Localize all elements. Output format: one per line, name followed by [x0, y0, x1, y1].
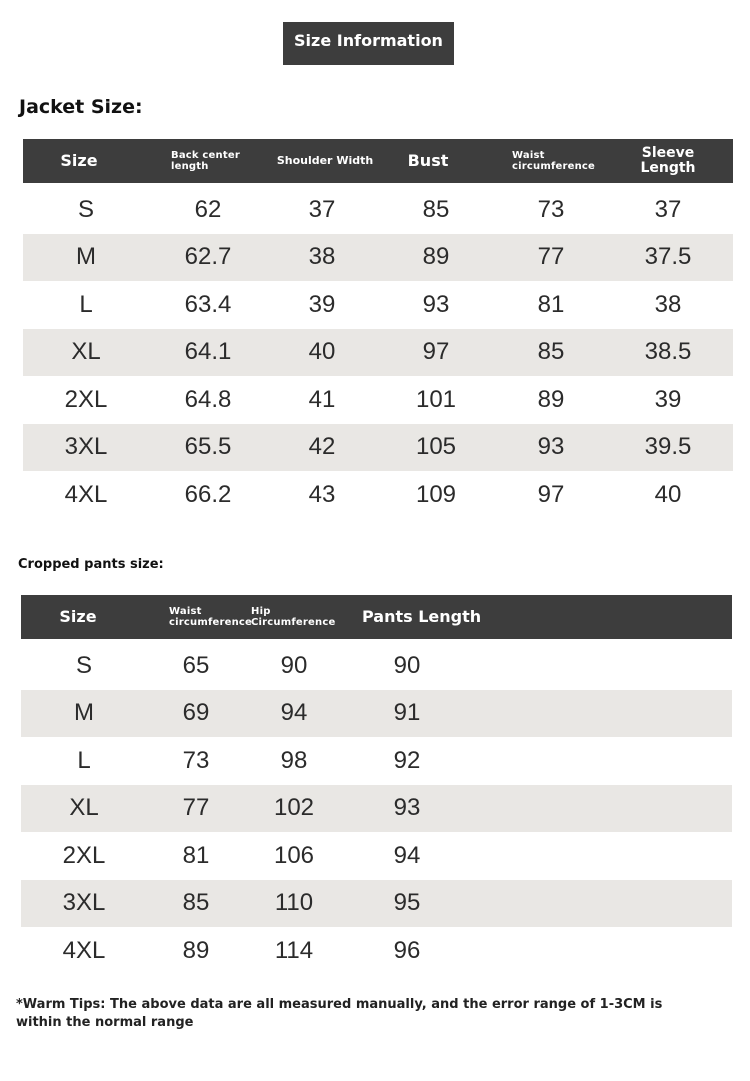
- jacket-table-cell: 40: [654, 480, 682, 508]
- jacket-table-cell: L: [79, 290, 93, 318]
- jacket-table-cell: 37.5: [644, 243, 692, 271]
- pants-table-cell: 73: [182, 746, 210, 774]
- jacket-table-cell: 77: [537, 243, 565, 271]
- pants-table-cell: 77: [182, 794, 210, 822]
- jacket-table-cell: XL: [71, 338, 101, 366]
- jacket-table-cell: 38.5: [644, 338, 692, 366]
- pants-table-cell: 110: [274, 889, 314, 917]
- pants-table-cell: 92: [393, 746, 421, 774]
- pants-table-cell: 114: [274, 936, 314, 964]
- warm-tips-note: *Warm Tips: The above data are all measured manually, and the error range of 1-3CM is within the normal range: [16, 997, 663, 1030]
- pants-table-cell: 106: [273, 841, 315, 869]
- jacket-size-table: [23, 139, 733, 519]
- pants-table-cell: 81: [182, 841, 210, 869]
- jacket-table-cell: 85: [537, 338, 565, 366]
- jacket-table-cell: 42: [308, 433, 336, 461]
- jacket-table-row: [23, 424, 733, 472]
- jacket-table-cell: 39.5: [644, 433, 692, 461]
- jacket-table-cell: 93: [537, 433, 565, 461]
- jacket-table-cell: 39: [654, 385, 682, 413]
- jacket-table-cell: 85: [422, 195, 450, 223]
- jacket-table-cell: 3XL: [64, 433, 108, 461]
- jacket-table-row: [23, 281, 733, 329]
- pants-table-row: [21, 880, 732, 928]
- jacket-table-header: [23, 139, 733, 183]
- jacket-table-cell: 62.7: [184, 243, 232, 271]
- jacket-table-cell: 38: [654, 290, 682, 318]
- pants-table-cell: 3XL: [62, 889, 106, 917]
- pants-table-row: [21, 785, 732, 833]
- jacket-table-row: [23, 234, 733, 282]
- jacket-table-cell: 41: [308, 385, 336, 413]
- pants-table-cell: S: [75, 651, 92, 679]
- jacket-table-cell: 4XL: [64, 480, 108, 508]
- jacket-table-cell: 66.2: [184, 480, 232, 508]
- jacket-table-cell: 105: [415, 433, 457, 461]
- pants-table-cell: 91: [393, 699, 421, 727]
- jacket-section-title: Jacket Size:: [19, 96, 143, 118]
- jacket-table-cell: 64.8: [184, 385, 232, 413]
- pants-table-row: [21, 832, 732, 880]
- pants-table-cell: 89: [182, 936, 210, 964]
- pants-table-cell: 102: [273, 794, 315, 822]
- pants-table-cell: M: [74, 699, 94, 727]
- jacket-table-cell: 65.5: [184, 433, 232, 461]
- pants-size-table: [21, 595, 732, 975]
- pants-table-body: [21, 642, 732, 975]
- jacket-table-cell: 109: [415, 480, 457, 508]
- pants-table-cell: 94: [280, 699, 308, 727]
- jacket-table-cell: 37: [308, 195, 336, 223]
- jacket-header-shoulder-width: Shoulder Width: [276, 153, 374, 167]
- jacket-table-cell: 89: [537, 385, 565, 413]
- pants-table-row: [21, 690, 732, 738]
- pants-header-pants-length: Pants Length: [362, 607, 482, 627]
- jacket-table-cell: 93: [422, 290, 450, 318]
- jacket-table-cell: 37: [654, 195, 682, 223]
- pants-table-cell: 94: [393, 841, 421, 869]
- pants-table-cell: 90: [393, 651, 421, 679]
- jacket-header-bust: Bust: [407, 151, 449, 171]
- pants-table-row: [21, 642, 732, 690]
- jacket-table-cell: 39: [308, 290, 336, 318]
- pants-section-title: Cropped pants size:: [18, 557, 164, 572]
- pants-table-cell: 93: [393, 794, 421, 822]
- pants-table-cell: 98: [280, 746, 308, 774]
- pants-table-cell: 96: [393, 936, 421, 964]
- jacket-table-row: [23, 376, 733, 424]
- jacket-table-cell: 38: [308, 243, 336, 271]
- jacket-table-cell: 2XL: [64, 385, 108, 413]
- pants-header-waist-circumference: Waist circumference: [169, 606, 253, 628]
- pants-table-cell: 90: [280, 651, 308, 679]
- pants-table-cell: 65: [182, 651, 210, 679]
- jacket-table-cell: 97: [537, 480, 565, 508]
- pants-table-cell: 69: [182, 699, 210, 727]
- pants-table-header: [21, 595, 732, 639]
- pants-table-cell: 2XL: [62, 841, 106, 869]
- jacket-header-waist-circumference: Waist circumference: [512, 150, 596, 172]
- pants-header-hip-circumference: Hip Circumference: [251, 606, 336, 628]
- jacket-table-cell: 101: [415, 385, 457, 413]
- pants-table-cell: 85: [182, 889, 210, 917]
- jacket-table-cell: 64.1: [184, 338, 232, 366]
- jacket-header-sleeve-length: Sleeve Length: [640, 144, 696, 176]
- pants-table-row: [21, 737, 732, 785]
- jacket-table-cell: 43: [308, 480, 336, 508]
- jacket-header-back-center-length: Back center length: [171, 150, 240, 172]
- jacket-table-cell: 89: [422, 243, 450, 271]
- jacket-table-cell: S: [77, 195, 94, 223]
- pants-table-cell: 95: [393, 889, 421, 917]
- pants-table-cell: XL: [69, 794, 99, 822]
- pants-header-size: Size: [59, 607, 97, 627]
- jacket-table-row: [23, 471, 733, 519]
- jacket-table-cell: 62: [194, 195, 222, 223]
- jacket-table-cell: 81: [537, 290, 565, 318]
- pants-table-cell: L: [77, 746, 91, 774]
- pants-table-row: [21, 927, 732, 975]
- jacket-table-cell: 40: [308, 338, 336, 366]
- jacket-table-cell: M: [76, 243, 96, 271]
- jacket-header-size: Size: [60, 151, 98, 171]
- jacket-table-row: [23, 186, 733, 234]
- jacket-table-row: [23, 329, 733, 377]
- jacket-table-body: [23, 186, 733, 519]
- pants-table-cell: 4XL: [62, 936, 106, 964]
- jacket-table-cell: 73: [537, 195, 565, 223]
- jacket-table-cell: 97: [422, 338, 450, 366]
- page-title: Size Information: [283, 22, 454, 65]
- jacket-table-cell: 63.4: [184, 290, 232, 318]
